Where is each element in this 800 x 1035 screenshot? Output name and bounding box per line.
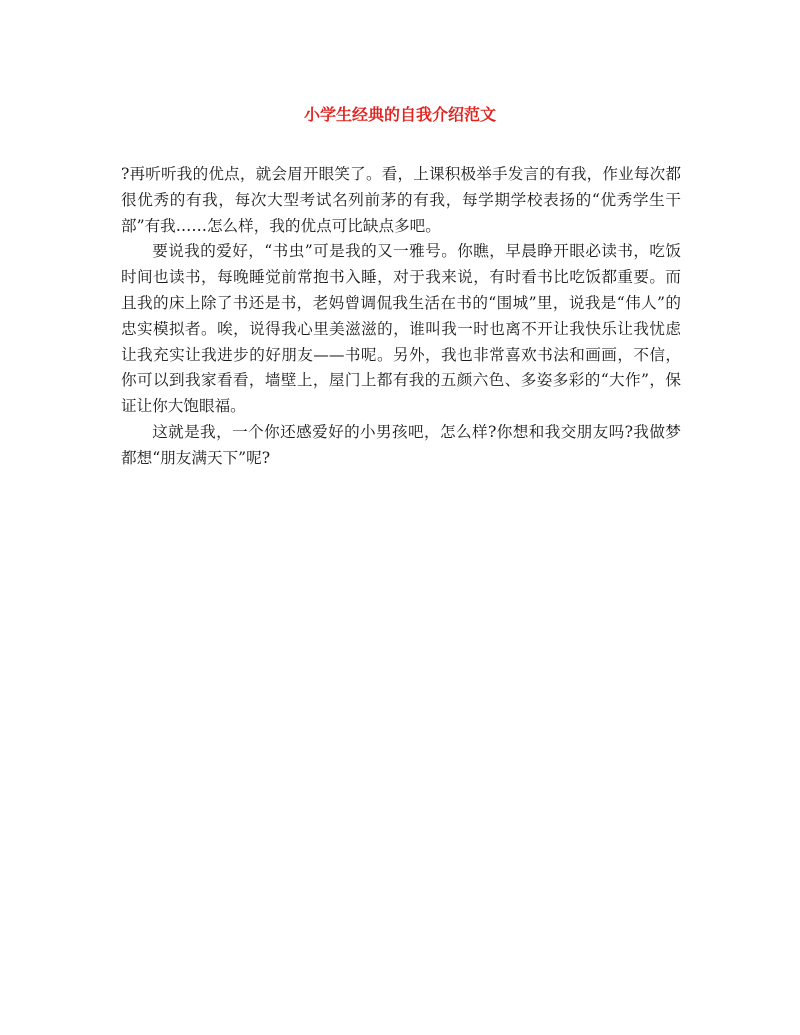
document-body — [121, 162, 681, 472]
document-title: 小学生经典的自我介绍范文 — [303, 105, 496, 124]
paragraph-strengths: ?再听听我的优点，就会眉开眼笑了。看，上课积极举手发言的有我，作业每次都很优秀的有我，每次大型考试名列前茅的有我，每学期学校表扬的“优秀学生干部”有我……怎么样，我的优点可比缺点多吧。 — [121, 165, 681, 235]
paragraph-hobbies: 要说我的爱好，“书虫”可是我的又一雅号。你瞧，早晨睁开眼必读书，吃饭时间也读书，每晚睡觉前常抱书入睡，对于我来说，有时看书比吃饭都重要。而且我的床上除了书还是书，老妈曾调侃我生活在书的“围城”里，说我是“伟人”的忠实模拟者。唉，说得我心里美滋滋的，谁叫我一时也离不开让我快乐让我忧虑让我充实让我进步的好朋友——书呢。另外，我也非常喜欢书法和画画，不信，你可以到我家看看，墙壁上，屋门上都有我的五颜六色、多姿多彩的“大作”，保证让你大饱眼福。 — [121, 242, 681, 416]
paragraph-closing: 这就是我，一个你还感爱好的小男孩吧，怎么样?你想和我交朋友吗?我做梦都想“朋友满天下”呢? — [121, 422, 681, 467]
